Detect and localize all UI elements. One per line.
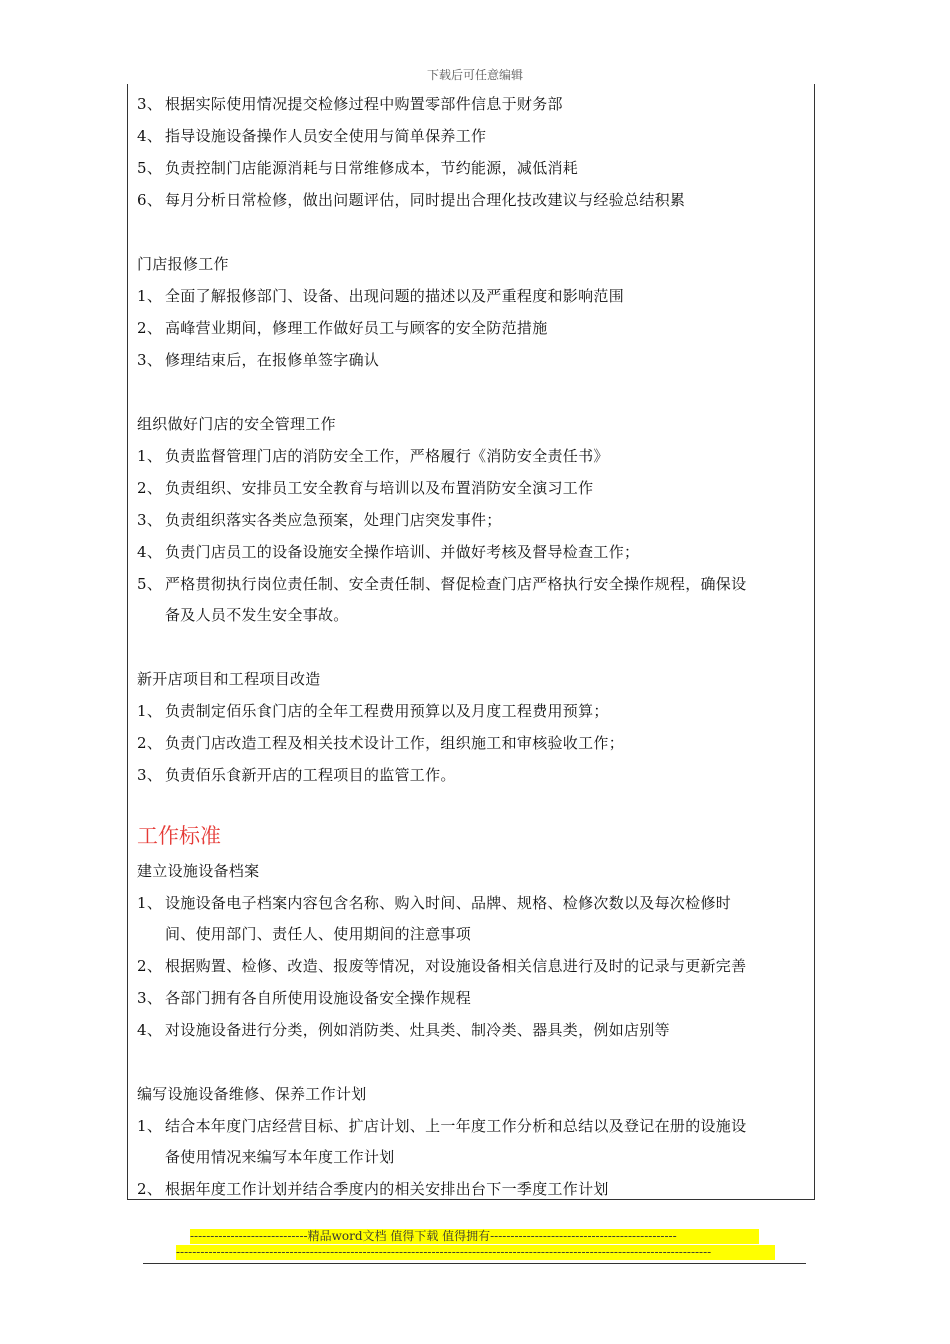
- list-item: [137, 542, 639, 562]
- item-text: 负责组织落实各类应急预案，处理门店突发事件；: [165, 511, 502, 529]
- item-text: 负责门店员工的设备设施安全操作培训、并做好考核及督导检查工作；: [165, 543, 640, 561]
- item-text: 负责门店改造工程及相关技术设计工作，组织施工和审核验收工作；: [165, 734, 625, 752]
- item-number: 6、: [137, 191, 163, 209]
- list-item: [137, 956, 746, 976]
- item-text: 高峰营业期间，修理工作做好员工与顾客的安全防范措施: [165, 319, 548, 337]
- item-text: 指导设施设备操作人员安全使用与简单保养工作: [165, 127, 487, 145]
- item-number: 4、: [137, 1021, 163, 1039]
- list-item: [137, 446, 609, 466]
- list-item: [137, 94, 563, 114]
- item-text: 根据购置、检修、改造、报废等情况，对设施设备相关信息进行及时的记录与更新完善: [165, 957, 747, 975]
- item-number: 1、: [137, 894, 163, 912]
- section-heading: 组织做好门店的安全管理工作: [137, 415, 336, 433]
- item-text: 修理结束后，在报修单签字确认: [165, 351, 380, 369]
- item-text: 各部门拥有各自所使用设施设备安全操作规程: [165, 989, 472, 1007]
- section-heading: 编写设施设备维修、保养工作计划: [137, 1085, 367, 1103]
- list-item: [137, 286, 624, 306]
- section-title-work-standard: 工作标准: [137, 824, 221, 848]
- list-item-continuation: 备及人员不发生安全事故。: [165, 606, 349, 624]
- item-number: 3、: [137, 95, 163, 113]
- item-text: 根据实际使用情况提交检修过程中购置零部件信息于财务部: [165, 95, 563, 113]
- item-text: 负责制定佰乐食门店的全年工程费用预算以及月度工程费用预算；: [165, 702, 609, 720]
- section-heading: 门店报修工作: [137, 255, 229, 273]
- list-item-continuation: 间、使用部门、责任人、使用期间的注意事项: [165, 925, 472, 943]
- item-number: 2、: [137, 734, 163, 752]
- item-number: 5、: [137, 159, 163, 177]
- list-item: [137, 126, 486, 146]
- list-item: [137, 574, 746, 594]
- item-text: 根据年度工作计划并结合季度内的相关安排出台下一季度工作计划: [165, 1180, 609, 1198]
- item-number: 4、: [137, 543, 163, 561]
- item-text: 负责监督管理门店的消防安全工作，严格履行《消防安全责任书》: [165, 447, 609, 465]
- item-text: 每月分析日常检修，做出问题评估，同时提出合理化技改建议与经验总结积累: [165, 191, 686, 209]
- list-item: [137, 988, 471, 1008]
- item-number: 1、: [137, 287, 163, 305]
- list-item: [137, 190, 685, 210]
- list-item: [137, 158, 578, 178]
- page-header: 下载后可任意编辑: [426, 68, 523, 82]
- list-item: [137, 733, 624, 753]
- item-number: 1、: [137, 447, 163, 465]
- item-number: 2、: [137, 957, 163, 975]
- section-heading: 新开店项目和工程项目改造: [137, 670, 321, 688]
- item-number: 1、: [137, 702, 163, 720]
- item-number: 5、: [137, 575, 163, 593]
- item-number: 1、: [137, 1117, 163, 1135]
- footer-banner-line1: -----------------------------精品word文档 值得下载 值得拥有----------------------------------------------: [190, 1229, 759, 1244]
- list-item: [137, 1116, 746, 1136]
- item-text: 结合本年度门店经营目标、扩店计划、上一年度工作分析和总结以及登记在册的设施设: [165, 1117, 747, 1135]
- list-item-continuation: 备使用情况来编写本年度工作计划: [165, 1148, 395, 1166]
- list-item: [137, 318, 548, 338]
- item-text: 全面了解报修部门、设备、出现问题的描述以及严重程度和影响范围: [165, 287, 625, 305]
- list-item: [137, 1179, 609, 1199]
- item-number: 2、: [137, 1180, 163, 1198]
- list-item: [137, 765, 456, 785]
- list-item: [137, 893, 731, 913]
- footer-rule: [143, 1263, 806, 1264]
- item-text: 对设施设备进行分类，例如消防类、灶具类、制冷类、器具类，例如店别等: [165, 1021, 670, 1039]
- item-text: 严格贯彻执行岗位责任制、安全责任制、督促检查门店严格执行安全操作规程，确保设: [165, 575, 747, 593]
- item-text: 负责佰乐食新开店的工程项目的监管工作。: [165, 766, 456, 784]
- item-number: 3、: [137, 351, 163, 369]
- item-text: 设施设备电子档案内容包含名称、购入时间、品牌、规格、检修次数以及每次检修时: [165, 894, 732, 912]
- item-number: 3、: [137, 766, 163, 784]
- item-text: 负责控制门店能源消耗与日常维修成本，节约能源，减低消耗: [165, 159, 579, 177]
- list-item: [137, 510, 502, 530]
- list-item: [137, 1020, 670, 1040]
- list-item: [137, 350, 379, 370]
- item-text: 负责组织、安排员工安全教育与培训以及布置消防安全演习工作: [165, 479, 594, 497]
- item-number: 3、: [137, 511, 163, 529]
- item-number: 4、: [137, 127, 163, 145]
- section-heading: 建立设施设备档案: [137, 862, 260, 880]
- list-item: [137, 478, 593, 498]
- item-number: 2、: [137, 319, 163, 337]
- footer-banner-line2: ------------------------------------------------------------------------------------------------------------------------------------: [176, 1245, 775, 1260]
- item-number: 2、: [137, 479, 163, 497]
- item-number: 3、: [137, 989, 163, 1007]
- list-item: [137, 701, 609, 721]
